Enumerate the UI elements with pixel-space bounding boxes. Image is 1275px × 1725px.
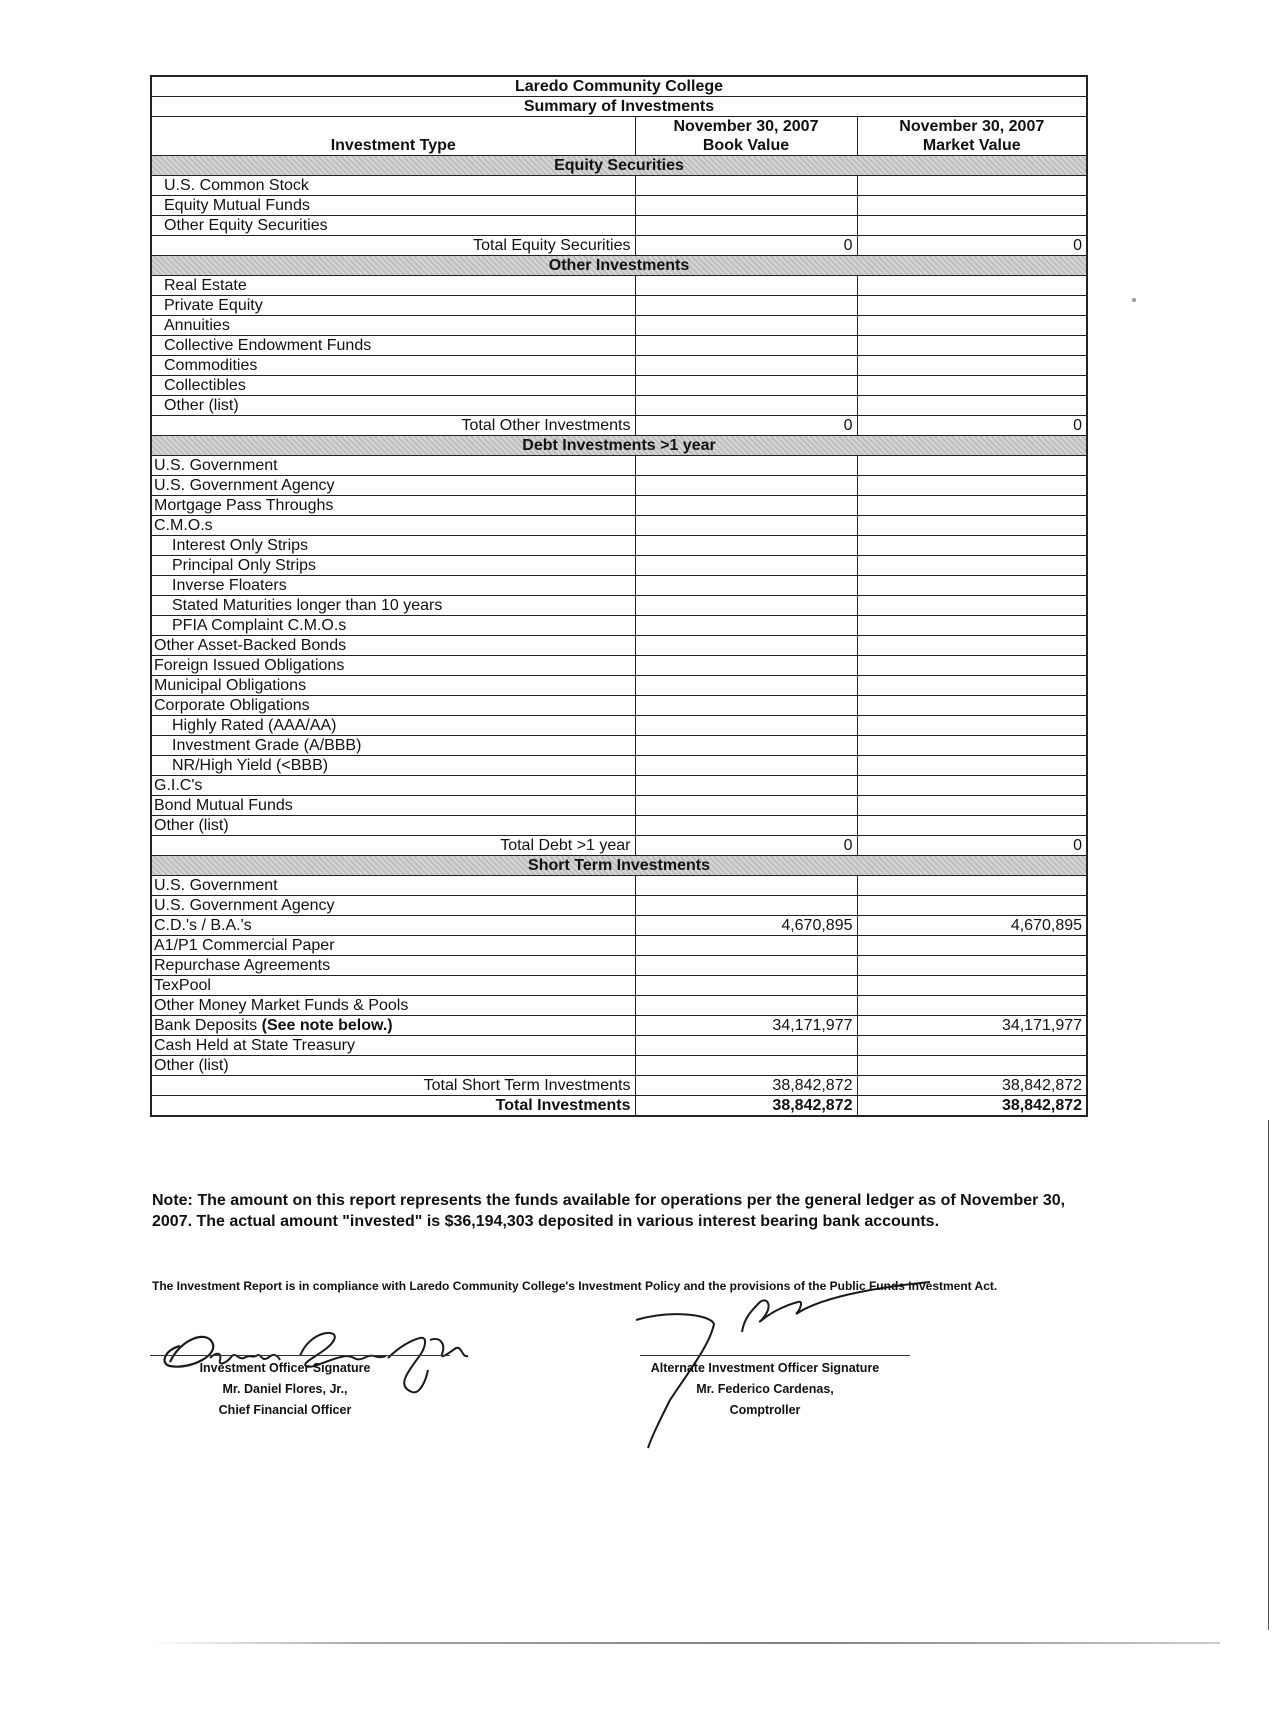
table-row	[151, 516, 1087, 536]
row-label-text: PFIA Complaint C.M.O.s	[172, 617, 347, 634]
row-label-text: Principal Only Strips	[172, 557, 317, 574]
total-row-other	[151, 416, 1087, 436]
row-label-text: NR/High Yield (<BBB)	[172, 757, 329, 774]
market-value-cell	[857, 476, 1087, 496]
scan-speck	[1132, 298, 1136, 302]
book-value-cell: 4,670,895	[635, 916, 857, 936]
row-label	[151, 636, 635, 656]
book-value-cell	[635, 196, 857, 216]
row-label	[151, 796, 635, 816]
market-value-cell	[857, 356, 1087, 376]
row-label-text: Mortgage Pass Throughs	[154, 497, 334, 514]
header-market-value: November 30, 2007 Market Value	[857, 117, 1087, 156]
row-label-text: Other Asset-Backed Bonds	[154, 637, 347, 654]
grand-total-row	[151, 1096, 1087, 1117]
row-label-text: Investment Grade (A/BBB)	[172, 737, 362, 754]
row-label	[151, 1036, 635, 1056]
table-row	[151, 376, 1087, 396]
market-value-cell	[857, 776, 1087, 796]
table-title-row	[151, 76, 1087, 97]
row-label-text: Annuities	[164, 317, 230, 334]
row-label	[151, 576, 635, 596]
total-label: Total Equity Securities	[151, 236, 635, 256]
market-value-cell	[857, 876, 1087, 896]
row-label	[151, 196, 635, 216]
row-label-text: Equity Mutual Funds	[164, 197, 310, 214]
table-subtitle-row	[151, 97, 1087, 117]
table-row	[151, 976, 1087, 996]
table-row	[151, 956, 1087, 976]
row-label-text: Other (list)	[164, 397, 239, 414]
row-label	[151, 596, 635, 616]
table-row	[151, 476, 1087, 496]
row-label-text: G.I.C's	[154, 777, 203, 794]
book-total-cell: 0	[635, 836, 857, 856]
book-value-cell	[635, 536, 857, 556]
row-label	[151, 816, 635, 836]
row-label	[151, 676, 635, 696]
row-label-text: Other (list)	[154, 1057, 229, 1074]
row-label-text: Foreign Issued Obligations	[154, 657, 345, 674]
officer-signature-line	[150, 1355, 450, 1356]
book-value-cell	[635, 876, 857, 896]
scan-edge	[1268, 1120, 1269, 1630]
book-value-cell	[635, 1056, 857, 1076]
market-value-cell	[857, 1036, 1087, 1056]
row-label	[151, 1056, 635, 1076]
table-row	[151, 496, 1087, 516]
book-value-cell	[635, 496, 857, 516]
book-value-cell	[635, 396, 857, 416]
section-title: Short Term Investments	[151, 856, 1087, 876]
book-value-cell	[635, 636, 857, 656]
row-label	[151, 396, 635, 416]
table-row	[151, 456, 1087, 476]
market-value-cell	[857, 336, 1087, 356]
row-label	[151, 1016, 635, 1036]
row-label-note: (See note below.)	[261, 1017, 393, 1034]
table-row	[151, 616, 1087, 636]
table-row	[151, 636, 1087, 656]
row-label-text: Highly Rated (AAA/AA)	[172, 717, 337, 734]
header-investment-type: Investment Type	[151, 117, 635, 156]
table-row	[151, 916, 1087, 936]
total-label: Total Debt >1 year	[151, 836, 635, 856]
book-value-cell	[635, 676, 857, 696]
row-label-text: Cash Held at State Treasury	[154, 1037, 355, 1054]
book-value-cell	[635, 816, 857, 836]
row-label	[151, 176, 635, 196]
market-value-cell	[857, 296, 1087, 316]
market-value-cell	[857, 536, 1087, 556]
section-header-other	[151, 256, 1087, 276]
row-label	[151, 516, 635, 536]
row-label	[151, 476, 635, 496]
row-label	[151, 616, 635, 636]
officer-title: Chief Financial Officer	[218, 1403, 352, 1417]
table-row	[151, 556, 1087, 576]
table-row	[151, 776, 1087, 796]
market-value-cell	[857, 216, 1087, 236]
market-value-cell	[857, 996, 1087, 1016]
row-label	[151, 336, 635, 356]
total-row-debt	[151, 836, 1087, 856]
alternate-title: Comptroller	[729, 1403, 801, 1417]
table-row	[151, 336, 1087, 356]
section-title: Debt Investments >1 year	[151, 436, 1087, 456]
book-value-cell	[635, 316, 857, 336]
market-value-cell	[857, 656, 1087, 676]
table-row	[151, 796, 1087, 816]
book-value-cell	[635, 336, 857, 356]
row-label	[151, 376, 635, 396]
row-label	[151, 296, 635, 316]
table-row	[151, 216, 1087, 236]
market-value-cell	[857, 936, 1087, 956]
book-value-cell	[635, 996, 857, 1016]
table-row	[151, 696, 1087, 716]
book-total-cell: 0	[635, 236, 857, 256]
market-value-cell	[857, 796, 1087, 816]
market-value-cell	[857, 396, 1087, 416]
officer-name: Mr. Daniel Flores, Jr.,	[222, 1382, 348, 1396]
market-value-cell	[857, 576, 1087, 596]
row-label	[151, 276, 635, 296]
table-row	[151, 576, 1087, 596]
table-row	[151, 196, 1087, 216]
alternate-name: Mr. Federico Cardenas,	[696, 1382, 834, 1396]
book-total-cell: 0	[635, 416, 857, 436]
row-label-text: Corporate Obligations	[154, 697, 310, 714]
market-value-cell	[857, 736, 1087, 756]
market-value-cell	[857, 1056, 1087, 1076]
row-label	[151, 976, 635, 996]
section-title: Equity Securities	[151, 156, 1087, 176]
market-value-cell	[857, 636, 1087, 656]
row-label	[151, 316, 635, 336]
market-total-cell: 0	[857, 416, 1087, 436]
compliance-statement: The Investment Report is in compliance with Laredo Community College's Investment Policy and the provisions of the Public Funds Investment Act.	[152, 1279, 998, 1293]
grand-total-label: Total Investments	[151, 1096, 635, 1117]
book-value-cell	[635, 1036, 857, 1056]
alternate-signature-caption	[630, 1358, 900, 1421]
row-label	[151, 656, 635, 676]
book-value-cell	[635, 576, 857, 596]
row-label	[151, 776, 635, 796]
market-value-cell	[857, 516, 1087, 536]
row-label	[151, 876, 635, 896]
market-value-cell	[857, 816, 1087, 836]
book-value-cell	[635, 356, 857, 376]
table-row	[151, 996, 1087, 1016]
market-value-cell	[857, 976, 1087, 996]
market-value-cell	[857, 596, 1087, 616]
row-label	[151, 696, 635, 716]
table-row	[151, 176, 1087, 196]
book-value-cell	[635, 276, 857, 296]
market-value-cell: 34,171,977	[857, 1016, 1087, 1036]
row-label	[151, 536, 635, 556]
row-label-text: U.S. Government Agency	[154, 897, 335, 914]
market-value-cell	[857, 276, 1087, 296]
total-row-equity	[151, 236, 1087, 256]
row-label	[151, 716, 635, 736]
book-value-cell	[635, 956, 857, 976]
row-label	[151, 556, 635, 576]
row-label	[151, 996, 635, 1016]
table-row	[151, 276, 1087, 296]
row-label	[151, 736, 635, 756]
book-value-cell	[635, 796, 857, 816]
book-total-cell: 38,842,872	[635, 1076, 857, 1096]
row-label-text: Other (list)	[154, 817, 229, 834]
officer-caption-label: Investment Officer Signature	[199, 1361, 371, 1375]
table-row	[151, 876, 1087, 896]
market-value-cell	[857, 196, 1087, 216]
book-value-cell	[635, 936, 857, 956]
market-total-cell: 0	[857, 836, 1087, 856]
row-label	[151, 216, 635, 236]
market-value-cell	[857, 316, 1087, 336]
grand-total-market: 38,842,872	[857, 1096, 1087, 1117]
row-label-text: Collectibles	[164, 377, 246, 394]
market-value-cell	[857, 176, 1087, 196]
total-row-short	[151, 1076, 1087, 1096]
table-row	[151, 1016, 1087, 1036]
row-label-text: TexPool	[154, 977, 211, 994]
section-header-short	[151, 856, 1087, 876]
row-label-text: Municipal Obligations	[154, 677, 307, 694]
row-label-text: Bank Deposits	[154, 1017, 262, 1034]
table-row	[151, 716, 1087, 736]
table-row	[151, 356, 1087, 376]
table-row	[151, 596, 1087, 616]
row-label-text: C.M.O.s	[154, 517, 213, 534]
book-value-cell	[635, 736, 857, 756]
market-value-cell	[857, 716, 1087, 736]
market-value-cell	[857, 676, 1087, 696]
table-row	[151, 536, 1087, 556]
alternate-signature-line	[640, 1355, 910, 1356]
grand-total-book: 38,842,872	[635, 1096, 857, 1117]
row-label-text: Other Money Market Funds & Pools	[154, 997, 409, 1014]
row-label-text: Repurchase Agreements	[154, 957, 331, 974]
row-label-text: Real Estate	[164, 277, 247, 294]
scan-artifact-line	[150, 1642, 1220, 1644]
row-label-text: Inverse Floaters	[172, 577, 287, 594]
row-label-text: Collective Endowment Funds	[164, 337, 372, 354]
column-header-row	[151, 117, 1087, 156]
row-label	[151, 456, 635, 476]
book-value-cell	[635, 176, 857, 196]
book-value-cell	[635, 476, 857, 496]
market-total-cell: 38,842,872	[857, 1076, 1087, 1096]
book-value-cell	[635, 216, 857, 236]
book-value-cell: 34,171,977	[635, 1016, 857, 1036]
market-value-cell	[857, 956, 1087, 976]
market-value-cell	[857, 496, 1087, 516]
book-value-cell	[635, 656, 857, 676]
table-row	[151, 936, 1087, 956]
table-row	[151, 316, 1087, 336]
row-label	[151, 356, 635, 376]
market-value-cell: 4,670,895	[857, 916, 1087, 936]
book-value-cell	[635, 716, 857, 736]
table-row	[151, 396, 1087, 416]
table-row	[151, 1056, 1087, 1076]
book-value-cell	[635, 696, 857, 716]
alternate-caption-label: Alternate Investment Officer Signature	[650, 1361, 880, 1375]
table-row	[151, 756, 1087, 776]
row-label	[151, 896, 635, 916]
row-label-text: Private Equity	[164, 297, 263, 314]
table-row	[151, 896, 1087, 916]
row-label-text: Bond Mutual Funds	[154, 797, 293, 814]
book-value-cell	[635, 296, 857, 316]
book-value-cell	[635, 456, 857, 476]
book-value-cell	[635, 776, 857, 796]
row-label-text: Other Equity Securities	[164, 217, 328, 234]
market-value-cell	[857, 456, 1087, 476]
book-value-cell	[635, 596, 857, 616]
book-value-cell	[635, 376, 857, 396]
book-value-cell	[635, 516, 857, 536]
book-value-cell	[635, 756, 857, 776]
table-row	[151, 736, 1087, 756]
row-label-text: A1/P1 Commercial Paper	[154, 937, 335, 954]
section-header-equity	[151, 156, 1087, 176]
total-label: Total Short Term Investments	[151, 1076, 635, 1096]
row-label-text: U.S. Government	[154, 877, 278, 894]
row-label	[151, 756, 635, 776]
market-value-cell	[857, 896, 1087, 916]
row-label	[151, 496, 635, 516]
header-book-value: November 30, 2007 Book Value	[635, 117, 857, 156]
row-label-text: U.S. Common Stock	[164, 177, 309, 194]
market-value-cell	[857, 556, 1087, 576]
row-label-text: Commodities	[164, 357, 258, 374]
market-value-cell	[857, 616, 1087, 636]
book-value-cell	[635, 896, 857, 916]
market-value-cell	[857, 696, 1087, 716]
row-label-text: U.S. Government Agency	[154, 477, 335, 494]
officer-signature-caption	[150, 1358, 420, 1421]
book-value-cell	[635, 616, 857, 636]
table-row	[151, 296, 1087, 316]
note-paragraph: Note: The amount on this report represents the funds available for operations per the general ledger as of November 30, 2007. The actual amount "invested" is $36,194,303 deposited in various interest bearing bank accounts.	[152, 1192, 1066, 1230]
row-label	[151, 936, 635, 956]
market-value-cell	[857, 376, 1087, 396]
section-header-debt	[151, 436, 1087, 456]
total-label: Total Other Investments	[151, 416, 635, 436]
book-value-cell	[635, 556, 857, 576]
table-row	[151, 1036, 1087, 1056]
table-row	[151, 676, 1087, 696]
table-row	[151, 656, 1087, 676]
market-value-cell	[857, 756, 1087, 776]
row-label-text: C.D.'s / B.A.'s	[154, 917, 252, 934]
row-label-text: Stated Maturities longer than 10 years	[172, 597, 443, 614]
book-value-cell	[635, 976, 857, 996]
section-title: Other Investments	[151, 256, 1087, 276]
row-label-text: U.S. Government	[154, 457, 278, 474]
row-label	[151, 956, 635, 976]
investment-summary-table	[150, 75, 1088, 1117]
report-title: Laredo Community College	[151, 76, 1087, 97]
row-label	[151, 916, 635, 936]
report-subtitle: Summary of Investments	[151, 97, 1087, 117]
table-row	[151, 816, 1087, 836]
row-label-text: Interest Only Strips	[172, 537, 309, 554]
market-total-cell: 0	[857, 236, 1087, 256]
